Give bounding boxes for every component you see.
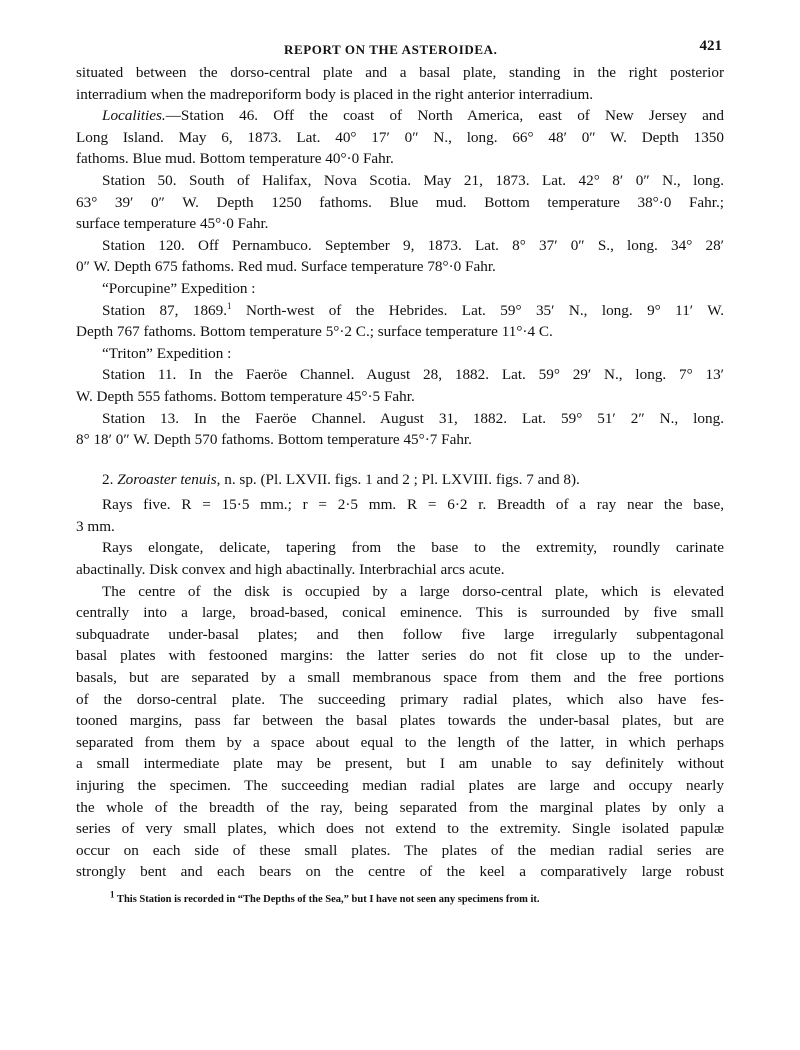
section-spacer — [76, 451, 724, 469]
text-span: —Station 46. Off the coast of North America, east of New Jersey and — [165, 107, 724, 125]
text-line: Station 50. South of Halifax, Nova Scotia. May 21, 1873. Lat. 42° 8′ 0″ N., long. — [102, 171, 724, 189]
text-line: a small intermediate plate may be present, but I am unable to say definitely without — [76, 755, 724, 773]
text-span: Station 87, 1869. — [102, 301, 228, 319]
page — [76, 36, 724, 1026]
text-line: Station 13. In the Faeröe Channel. August 31, 1882. Lat. 59° 51′ 2″ N., long. — [102, 409, 724, 427]
text-line: abactinally. Disk convex and high abactinally. Interbrachial arcs acute. — [76, 561, 505, 579]
text-line: tooned margins, pass far between the basal plates towards the under-basal plates, but are — [76, 712, 724, 730]
text-line: injuring the specimen. The succeeding median radial plates are large and occupy nearly — [76, 777, 724, 794]
text-line: 8° 18′ 0″ W. Depth 570 fathoms. Bottom temperature 45°·7 Fahr. — [76, 431, 472, 449]
footnote-text: This Station is recorded in “The Depths of the Sea,” but I have not seen any specimens from it. — [114, 893, 540, 905]
text-line: centrally into a large, broad-based, conical eminence. This is surrounded by five small — [76, 604, 724, 622]
text-span: 2. — [102, 470, 118, 488]
text-line: Depth 767 fathoms. Bottom temperature 5°·2 C.; surface temperature 11°·4 C. — [76, 323, 553, 341]
text-line: basal plates with festooned margins: the latter series do not fit close up to the under- — [76, 647, 724, 665]
text-line: of the dorso-central plate. The succeeding primary radial plates, which also have fes- — [76, 690, 724, 708]
localities-heading: Localities. — [102, 107, 166, 125]
text-line: Rays elongate, delicate, tapering from the base to the extremity, roundly carinate — [102, 539, 724, 557]
body-text-part1 — [76, 62, 724, 451]
footnote-marker: 1 — [227, 300, 232, 311]
text-line: subquadrate under-basal plates; and then follow five large irregularly subpentagonal — [76, 625, 724, 643]
text-line: surface temperature 45°·0 Fahr. — [76, 215, 269, 233]
text-line: “Triton” Expedition : — [102, 344, 232, 362]
text-line: The centre of the disk is occupied by a large dorso-central plate, which is elevated — [102, 582, 724, 600]
text-line: interradium when the madreporiform body is placed in the right anterior interradium. — [76, 85, 594, 103]
footnote-marker: 1 — [110, 889, 115, 900]
text-line: strongly bent and each bears on the centre of the keel a comparatively large robust — [76, 863, 724, 881]
text-line: Rays five. R = 15·5 mm.; r = 2·5 mm. R = 6·2 r. Breadth of a ray near the base, — [102, 496, 724, 514]
footnote — [76, 889, 724, 907]
text-line — [76, 300, 724, 322]
text-line: situated between the dorso-central plate and a basal plate, standing in the right posterior — [76, 64, 724, 81]
text-span: , n. sp. (Pl. LXVII. figs. 1 and 2 ; Pl. LXVIII. figs. 7 and 8). — [216, 470, 580, 488]
text-line: Station 11. In the Faeröe Channel. August 28, 1882. Lat. 59° 29′ N., long. 7° 13′ — [102, 366, 724, 384]
species-section — [76, 469, 724, 883]
text-line: “Porcupine” Expedition : — [102, 279, 256, 297]
text-span: North-west of the Hebrides. Lat. 59° 35′ N., long. 9° 11′ W. — [231, 301, 724, 319]
page-number: 421 — [699, 38, 722, 54]
species-heading — [76, 469, 724, 491]
species-name: Zoroaster tenuis — [117, 470, 217, 488]
text-line: fathoms. Blue mud. Bottom temperature 40°·0 Fahr. — [76, 150, 394, 168]
text-line: the whole of the breadth of the ray, being separated from the marginal plates by only a — [76, 798, 724, 816]
text-line: occur on each side of these small plates. The plates of the median radial series are — [76, 841, 724, 859]
running-title: REPORT ON THE ASTEROIDEA. — [284, 42, 498, 57]
text-line: basals, but are separated by a small membranous space from them and the free portions — [76, 669, 724, 687]
page-header — [76, 36, 724, 62]
text-line — [76, 105, 724, 127]
text-line: Station 120. Off Pernambuco. September 9, 1873. Lat. 8° 37′ 0″ S., long. 34° 28′ — [102, 236, 724, 254]
text-line: 0″ W. Depth 675 fathoms. Red mud. Surface temperature 78°·0 Fahr. — [76, 258, 496, 276]
text-line: 63° 39′ 0″ W. Depth 1250 fathoms. Blue mud. Bottom temperature 38°·0 Fahr.; — [76, 193, 724, 211]
text-line: series of very small plates, which does not extend to the extremity. Single isolated papulæ — [76, 820, 724, 838]
text-line: separated from them by a space about equal to the length of the latter, in which perhaps — [76, 733, 724, 751]
text-line: W. Depth 555 fathoms. Bottom temperature 45°·5 Fahr. — [76, 387, 415, 405]
text-line: 3 mm. — [76, 517, 115, 535]
text-line: Long Island. May 6, 1873. Lat. 40° 17′ 0″ N., long. 66° 48′ 0″ W. Depth 1350 — [76, 128, 724, 146]
